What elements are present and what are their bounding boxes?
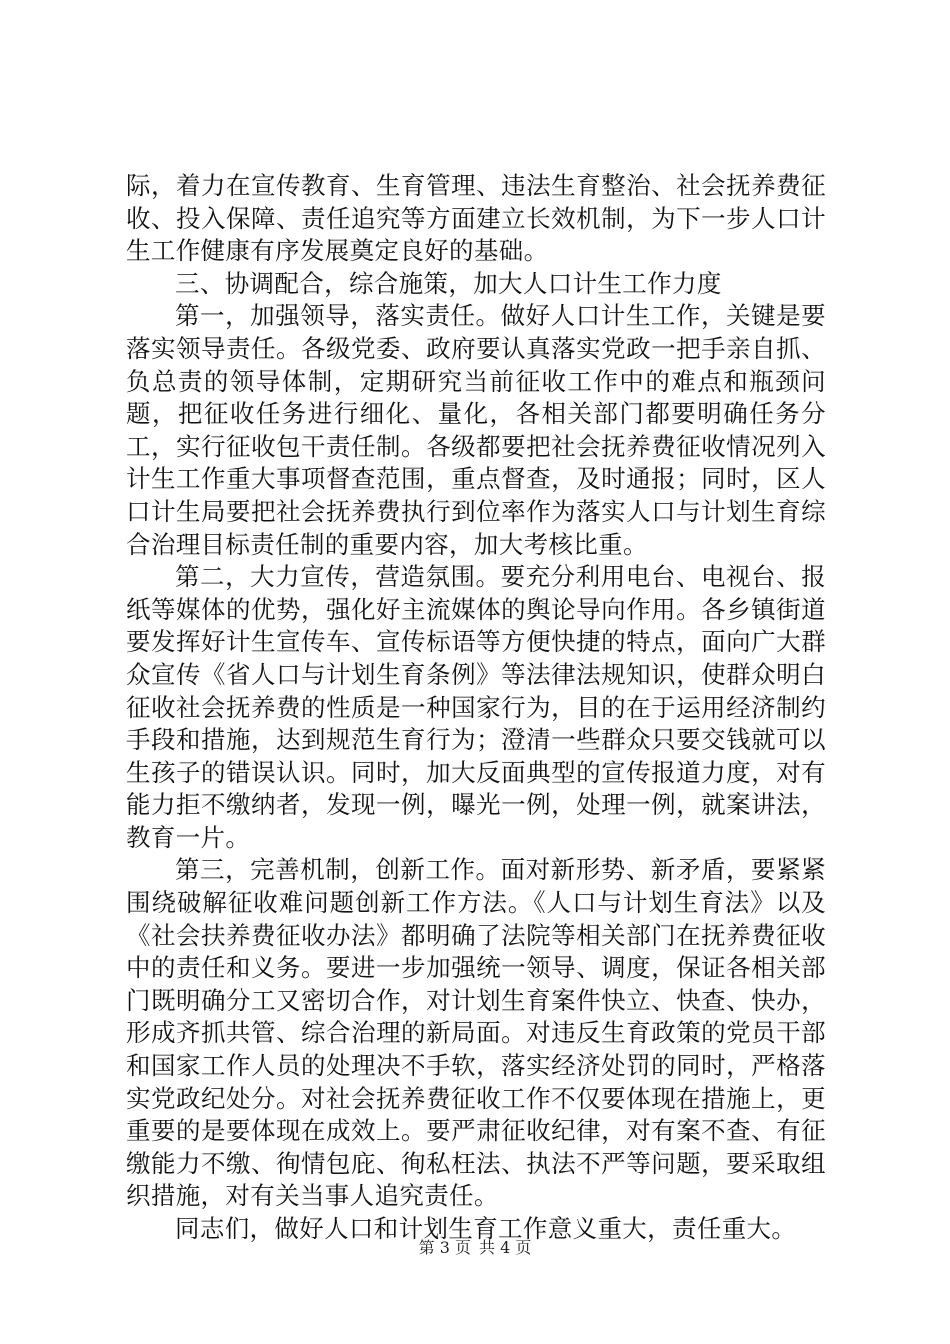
document-body xyxy=(126,170,826,1246)
paragraph-continuation: 际，着力在宣传教育、生育管理、违法生育整治、社会抚养费征收、投入保障、责任追究等方面建立长效机制，为下一步人口计生工作健康有序发展奠定良好的基础。 xyxy=(126,171,826,266)
paragraph-closing: 同志们，做好人口和计划生育工作意义重大，责任重大。 xyxy=(175,1214,797,1243)
paragraph-leadership: 第一，加强领导，落实责任。做好人口计生工作，关键是要落实领导责任。各级党委、政府要认真落实党政一把手亲自抓、负总责的领导体制，定期研究当前征收工作中的难点和瓶颈问题，把征收任务进行细化、量化，各相关部门都要明确任务分工，实行征收包干责任制。各级都要把社会抚养费征收情况列入计生工作重大事项督查范围，重点督查，及时通报；同时，区人口计生局要把社会抚养费执行到位率作为落实人口与计划生育综合治理目标责任制的重要内容，加大考核比重。 xyxy=(126,301,826,559)
section-heading: 三、协调配合，综合施策，加大人口计生工作力度 xyxy=(175,268,722,298)
page-number: 第 3 页 xyxy=(418,1238,471,1257)
page-total: 共 4 页 xyxy=(479,1238,532,1257)
paragraph-mechanism: 第三，完善机制，创新工作。面对新形势、新矛盾，要紧紧围绕破解征收难问题创新工作方法。《人口与计划生育法》以及《社会扶养费征收办法》都明确了法院等相关部门在抚养费征收中的责任和义务。要进一步加强统一领导、调度，保证各相关部门既明确分工又密切合作，对计划生育案件快立、快查、快办，形成齐抓共管、综合治理的新局面。对违反生育政策的党员干部和国家工作人员的处理决不手软，落实经济处罚的同时，严格落实党政纪处分。对社会抚养费征收工作不仅要体现在措施上，更重要的是要体现在成效上。要严肃征收纪律，对有案不查、有征缴能力不缴、徇情包庇、徇私枉法、执法不严等问题，要采取组织措施，对有关当事人追究责任。 xyxy=(126,855,826,1211)
page-footer xyxy=(0,1238,950,1258)
paragraph-publicity: 第二，大力宣传，营造氛围。要充分利用电台、电视台、报纸等媒体的优势，强化好主流媒体的舆论导向作用。各乡镇街道要发挥好计生宣传车、宣传标语等方便快捷的特点，面向广大群众宣传《省人口与计划生育条例》等法律法规知识，使群众明白征收社会抚养费的性质是一种国家行为，目的在于运用经济制约手段和措施，达到规范生育行为；澄清一些群众只要交钱就可以生孩子的错误认识。同时，加大反面典型的宣传报道力度，对有能力拒不缴纳者，发现一例，曝光一例，处理一例，就案讲法，教育一片。 xyxy=(126,562,826,852)
